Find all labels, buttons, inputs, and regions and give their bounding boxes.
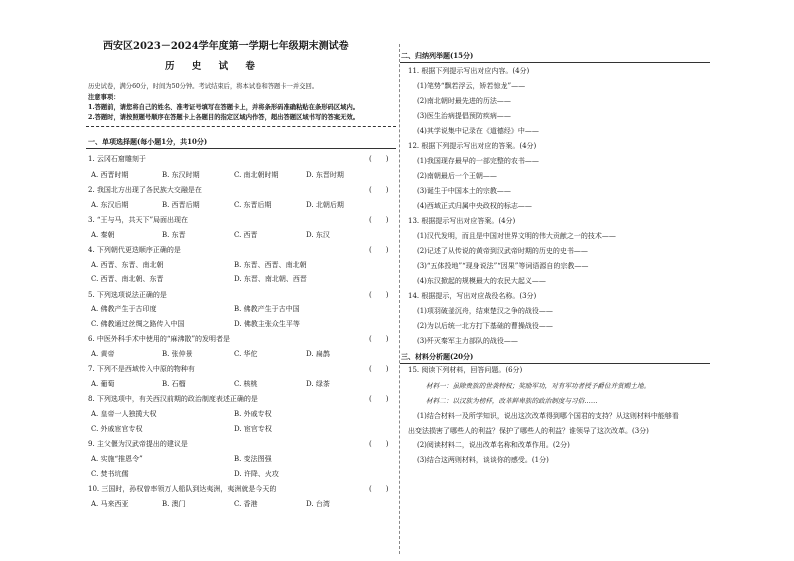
answer-blank-10[interactable]: ( )	[369, 485, 389, 493]
section2-heading: 二、归纳列举题(15分)	[401, 51, 474, 60]
notes-label: 注意事项：	[88, 94, 120, 101]
answer-blank-6[interactable]: ( )	[369, 335, 389, 343]
q2-option-c[interactable]: C. 东晋后期	[234, 201, 272, 209]
header-divider	[86, 126, 396, 127]
question-15-stem: 15. 阅读下列材料，回答问题。(6分)	[408, 366, 523, 374]
q13-item-2[interactable]: (2)记述了从传说的黄帝到汉武帝时期的历史的史书——	[417, 247, 588, 255]
answer-blank-4[interactable]: ( )	[369, 246, 389, 254]
material-1: 材料一：虽除贵族的世袭特权；奖励军功，对有军功者授予爵位并赏赐土地。	[426, 382, 651, 390]
q6-option-c[interactable]: C. 华佗	[234, 350, 258, 358]
question-4-stem: 4. 下列朝代更迭顺序正确的是	[88, 246, 181, 254]
q6-option-a[interactable]: A. 黄帝	[91, 350, 115, 358]
q1-option-b[interactable]: B. 东汉时期	[162, 171, 200, 179]
q4-option-d[interactable]: D. 东晋、南北朝、西晋	[234, 275, 307, 283]
question-12-stem: 12. 根据下列提示写出对应的答案。(4分)	[408, 142, 537, 150]
section1-heading: 一、单项选择题(每小题1分，共10分)	[88, 137, 208, 146]
q14-item-3[interactable]: (3)歼灭秦军主力部队的战役——	[417, 337, 518, 345]
q2-option-d[interactable]: D. 北朝后期	[306, 201, 344, 209]
q11-item-3[interactable]: (3)医生治病提倡预防疾病——	[417, 112, 511, 120]
question-2-stem: 2. 我国北方出现了各民族大交融是在	[88, 186, 202, 194]
q10-option-d[interactable]: D. 台湾	[306, 500, 330, 508]
q7-option-b[interactable]: B. 石榴	[162, 380, 186, 388]
section2-rule	[400, 62, 710, 63]
q13-item-3[interactable]: (3)“五体投地”“现身说法”“因果”等词语源自的宗教——	[417, 262, 589, 270]
q1-option-a[interactable]: A. 西晋时期	[91, 171, 129, 179]
material-2: 材料二：以汉族为榜样，改革鲜卑族的政治制度与习俗……	[426, 397, 598, 405]
subject-title: 历 史 试 卷	[165, 61, 262, 72]
q15-sub1-line2[interactable]: 出变法损害了哪些人的利益？保护了哪些人的利益？谁领导了这次改革。(3分)	[408, 427, 649, 435]
q12-item-4[interactable]: (4)西域正式归属中央政权的标志——	[417, 202, 532, 210]
q10-option-b[interactable]: B. 澳门	[162, 500, 186, 508]
q13-item-4[interactable]: (4)东汉掀起的规模最大的农民大起义——	[417, 277, 546, 285]
q7-option-a[interactable]: A. 葡萄	[91, 380, 115, 388]
q9-option-b[interactable]: B. 变法图强	[234, 455, 272, 463]
q9-option-a[interactable]: A. 实施“推恩令”	[91, 455, 143, 463]
q5-option-b[interactable]: B. 佛教产生于古中国	[234, 305, 300, 313]
q15-sub2[interactable]: (2)阅读材料二，说出改革名称和改革作用。(2分)	[417, 441, 570, 449]
section3-rule	[400, 363, 710, 364]
q7-option-d[interactable]: D. 绿茶	[306, 380, 330, 388]
note-2: 2.答题时，请按照题号顺序在答题卡上各题目的指定区域内作答，超出答题区域书写的答案无效。	[88, 114, 360, 121]
q4-option-b[interactable]: B. 东晋、西晋、南北朝	[234, 261, 307, 269]
exam-title: 西安区2023－2024学年度第一学期七年级期末测试卷	[103, 41, 349, 52]
q12-item-2[interactable]: (2)南朝最后一个王朝——	[417, 172, 497, 180]
q12-item-3[interactable]: (3)诞生于中国本土的宗教——	[417, 187, 511, 195]
q1-option-d[interactable]: D. 东晋时期	[306, 171, 344, 179]
q11-item-1[interactable]: (1)笔势“飘若浮云，矫若惊龙”——	[417, 82, 526, 90]
q5-option-d[interactable]: D. 佛教主张众生平等	[234, 320, 300, 328]
question-8-stem: 8. 下列选项中，有关西汉前期的政治制度表述正确的是	[88, 395, 258, 403]
q11-item-2[interactable]: (2)南北朝时最先进的历法——	[417, 97, 511, 105]
q3-option-c[interactable]: C. 西晋	[234, 231, 258, 239]
note-1: 1.答题前，请您将自己的姓名、准考证号填写在答题卡上，并将条形码准确粘贴在条形码区域内。	[88, 104, 360, 111]
q12-item-1[interactable]: (1)我国现存最早的一部完整的农书——	[417, 157, 539, 165]
q3-option-d[interactable]: D. 东汉	[306, 231, 330, 239]
q15-sub3[interactable]: (3)结合这两则材料，谈谈你的感受。(1分)	[417, 456, 549, 464]
q10-option-a[interactable]: A. 马来西亚	[91, 500, 129, 508]
q13-item-1[interactable]: (1)汉代发明，而且是中国对世界文明的伟大贡献之一的技术——	[417, 232, 616, 240]
answer-blank-1[interactable]: ( )	[369, 155, 389, 163]
q8-option-a[interactable]: A. 皇帝一人独揽大权	[91, 410, 157, 418]
q15-sub1-line1[interactable]: (1)结合材料一及所学知识，说出这次改革得到哪个国君的支持？从这则材料中能够看	[417, 412, 679, 420]
q11-item-4[interactable]: (4)其学说集中记录在《道德经》中——	[417, 127, 539, 135]
question-10-stem: 10. 三国时，孙权曾率领万人船队到达夷洲，夷洲就是今天的	[88, 485, 277, 493]
question-14-stem: 14. 根据提示，写出对应战役名称。(3分)	[408, 292, 537, 300]
q5-option-c[interactable]: C. 佛教通过丝绸之路传入中国	[91, 320, 185, 328]
q8-option-c[interactable]: C. 外戚宦官专权	[91, 425, 143, 433]
q14-item-2[interactable]: (2)为以后统一北方打下基础的曹操战役——	[417, 322, 553, 330]
question-9-stem: 9. 主父偃为汉武帝提出的建议是	[88, 440, 188, 448]
question-7-stem: 7. 下列不是西域传入中原的物种有	[88, 365, 195, 373]
q7-option-c[interactable]: C. 核桃	[234, 380, 258, 388]
q6-option-b[interactable]: B. 张仲景	[162, 350, 193, 358]
q3-option-a[interactable]: A. 秦朝	[91, 231, 115, 239]
answer-blank-9[interactable]: ( )	[369, 440, 389, 448]
q8-option-d[interactable]: D. 宦官专权	[234, 425, 272, 433]
answer-blank-2[interactable]: ( )	[369, 186, 389, 194]
section3-heading: 三、材料分析题(20分)	[401, 352, 474, 361]
q6-option-d[interactable]: D. 扁鹊	[306, 350, 330, 358]
section1-rule	[86, 148, 396, 149]
q8-option-b[interactable]: B. 外戚专权	[234, 410, 272, 418]
q4-option-a[interactable]: A. 西晋、东晋、南北朝	[91, 261, 164, 269]
exam-intro: 历史试卷，满分60分，时间为50分钟。考试结束后，将本试卷和答题卡一并交回。	[88, 83, 319, 90]
answer-blank-3[interactable]: ( )	[369, 216, 389, 224]
question-3-stem: 3. “王与马，共天下”局面出现在	[88, 216, 189, 224]
q2-option-b[interactable]: B. 西晋后期	[162, 201, 200, 209]
q10-option-c[interactable]: C. 香港	[234, 500, 258, 508]
q1-option-c[interactable]: C. 南北朝时期	[234, 171, 279, 179]
q9-option-c[interactable]: C. 焚书坑儒	[91, 470, 129, 478]
answer-blank-8[interactable]: ( )	[369, 395, 389, 403]
q5-option-a[interactable]: A. 佛教产生于古印度	[91, 305, 157, 313]
q2-option-a[interactable]: A. 东汉后期	[91, 201, 129, 209]
answer-blank-7[interactable]: ( )	[369, 365, 389, 373]
q14-item-1[interactable]: (1)项羽破釜沉舟，结束楚汉之争的战役——	[417, 307, 553, 315]
question-1-stem: 1. 云冈石窟雕刻于	[88, 155, 146, 163]
q9-option-d[interactable]: D. 许降、火攻	[234, 470, 279, 478]
question-6-stem: 6. 中医外科手术中使用的“麻沸散”的发明者是	[88, 335, 231, 343]
question-11-stem: 11. 根据下列提示写出对应内容。(4分)	[408, 67, 530, 75]
q4-option-c[interactable]: C. 西晋、南北朝、东晋	[91, 275, 164, 283]
question-5-stem: 5. 下列选项说法正确的是	[88, 291, 167, 299]
q3-option-b[interactable]: B. 东晋	[162, 231, 186, 239]
question-13-stem: 13. 根据提示写出对应答案。(4分)	[408, 217, 516, 225]
right-column	[398, 0, 794, 561]
answer-blank-5[interactable]: ( )	[369, 291, 389, 299]
